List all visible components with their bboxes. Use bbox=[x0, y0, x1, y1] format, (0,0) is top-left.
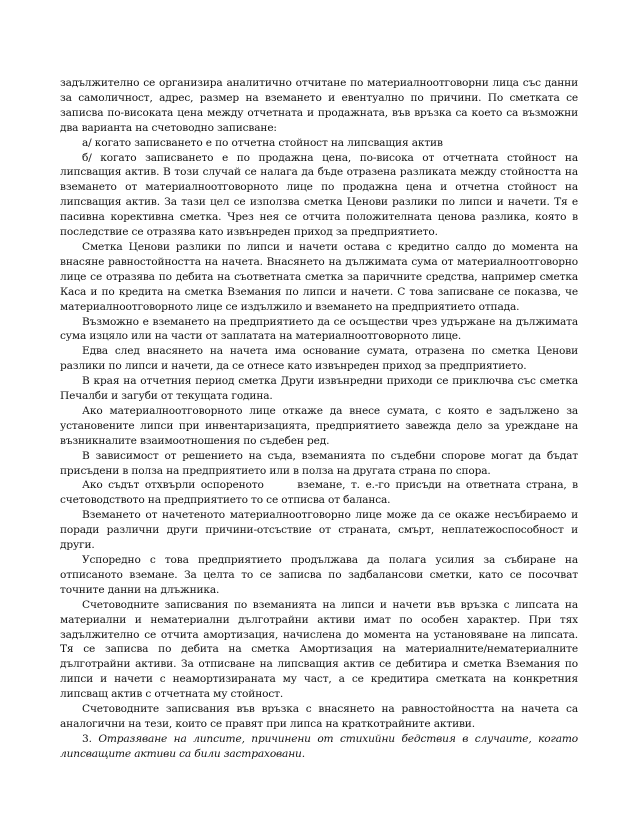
paragraph-11: Вземането от начетеното материалноотговорно лице може да се окаже несъбираемо и поради различни други причини-отсъствие от страната, смърт, неплатежоспособност и други. bbox=[60, 509, 578, 552]
section-number: 3. bbox=[82, 732, 92, 745]
paragraph-1: задължително се организира аналитично отчитане по материалноотговорни лица със данни за самоличност, адрес, размер на вземането и евентуално по причини. По сметката се записва по-високата цена между отчетната и продажната, във връзка са което са възможни два варианта на счетоводно записване: bbox=[60, 77, 578, 134]
paragraph-9: В зависимост от решението на съда, вземанията по съдебни спорове могат да бъдат присъдени в полза на предприятието или в полза на другата страна по спора. bbox=[60, 449, 578, 477]
paragraph-3: б/ когато записването е по продажна цена, по-висока от отчетната стойност на липсващия актив. В този случай се налага да бъде отразена разликата между стойността на вземането от материалноотговорното лице по продажна цена и отчетна стойност на липсващия актив. За тази цел се използва сметка Ценови разлики по липси и начети. Тя е пасивна корективна сметка. Чрез нея се отчита положителната ценова разлика, която в последствие се отразява като извънреден приход за предприятието. bbox=[60, 151, 578, 239]
paragraph-10: Ако съдът отхвърли оспореното вземане, т. е.-го присъди на ответната страна, в счетоводството на предприятието то се отписва от баланса. bbox=[60, 479, 582, 507]
document-page bbox=[60, 76, 582, 762]
paragraph-4: Сметка Ценови разлики по липси и начети остава с кредитно салдо до момента на внасяне равностойността на начета. Внасянето на дължимата сума от материалноотговорно лице се отразява по дебита на съответната сметка за паричните средства, например сметка Каса и по кредита на сметка Вземания по липси и начети. С това записване се показва, че материалноотговорното лице се издължило и вземането на предприятието отпада. bbox=[60, 240, 578, 313]
paragraph-7: В края на отчетния период сметка Други извънредни приходи се приключва със сметка Печалби и загуби от текущата година. bbox=[60, 375, 578, 403]
paragraph-5: Възможно е вземането на предприятието да се осъществи чрез удържане на дължимата сума изцяло или на части от заплатата на материалноотговорното лице. bbox=[60, 315, 578, 343]
paragraph-6: Едва след внасянето на начета има основание сумата, отразена по сметка Ценови разлики по липси и начети, да се отнесе като извънреден приход за предприятието. bbox=[60, 345, 578, 373]
section-title: Отразяване на липсите, причинени от стихийни бедствия в случаите, когато липсващите активи са били застраховани. bbox=[60, 732, 578, 760]
paragraph-12: Успоредно с това предприятието продължава да полага усилия за събиране на отписаното вземане. За целта то се записва по задбалансови сметки, като се посочват точните данни на длъжника. bbox=[60, 554, 578, 596]
paragraph-8: Ако материалноотговорното лице откаже да внесе сумата, с която е задължено за установените липси при инвентаризацията, предприятието завежда дело за уреждане на възникналите взаимоотношения по съдебен ред. bbox=[60, 404, 578, 447]
section-heading-item bbox=[60, 732, 578, 762]
paragraph-14: Счетоводните записвания във връзка с внасянето на равностойността на начета са аналогични на тези, които се правят при липса на краткотрайните активи. bbox=[60, 703, 578, 730]
paragraph-2: а/ когато записването е по отчетна стойност на липсващия актив bbox=[82, 136, 443, 149]
paragraph-13: Счетоводните записвания по вземанията на липси и начети във връзка с липсата на материални и нематериални дълготрайни активи имат по особен характер. При тях задължително се отчита амортизация, начислена до момента на установяване на липсата. Тя се записва по дебита на сметка Амортизация на материалните/нематериалните дълготрайни активи. За отписване на липсващия актив се дебитира и сметка Вземания по липси и начети с неамортизираната му част, а се кредитира сметката на конкретния липсващ актив с отчетната му стойност. bbox=[60, 598, 578, 701]
